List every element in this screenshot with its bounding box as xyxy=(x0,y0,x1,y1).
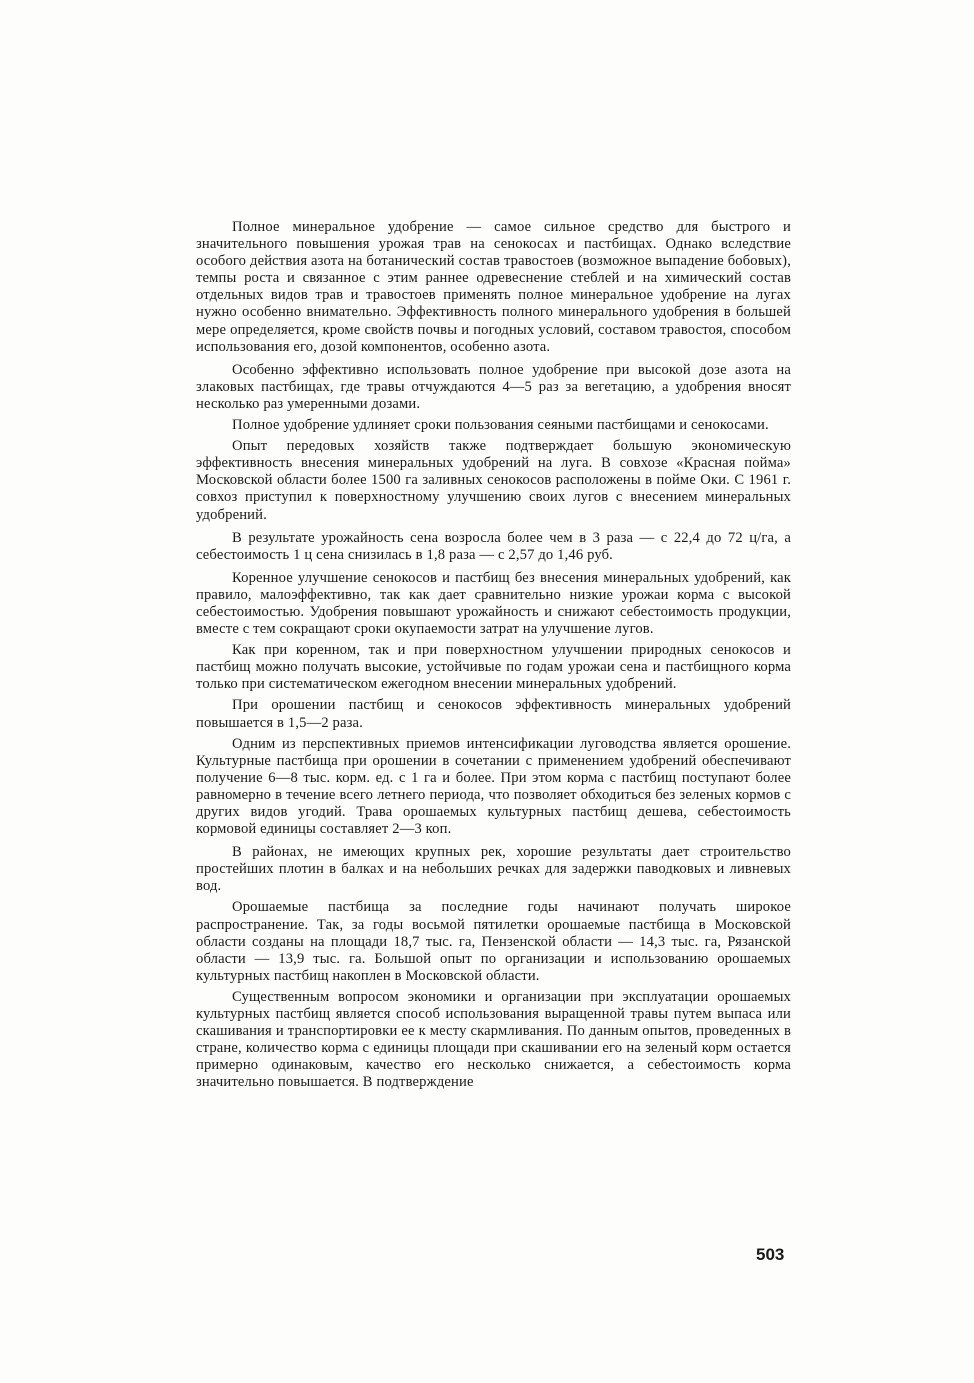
paragraph: Полное минеральное удобрение — самое сильное средство для быстрого и значительного повышения урожая трав на сенокосах и пастбищах. Однако вследствие особого действия азота на ботанический состав травостоев (возможное выпадение бобовых), темпы роста и связанное с этим раннее одревеснение стеблей и на химический состав отдельных видов трав и травостоев применять полное минеральное удобрение на лугах нужно особенно внимательно. Эффективность полного минерального удобрения в большей мере определяется, кроме свойств почвы и погодных условий, составом травостоя, способом использования его, дозой компонентов, особенно азота. xyxy=(196,219,791,355)
paragraph: В районах, не имеющих крупных рек, хорошие результаты дает строительство простейших плотин в балках и на небольших речках для задержки паводковых и ливневых вод. xyxy=(196,844,791,895)
paragraph: Орошаемые пастбища за последние годы начинают получать широкое распространение. Так, за годы восьмой пятилетки орошаемые пастбища в Московской области созданы на площади 18,7 тыс. га, Пензенской области — 14,3 тыс. га, Рязанской области — 13,9 тыс. га. Большой опыт по организации и использованию орошаемых культурных пастбищ накоплен в Московской области. xyxy=(196,899,791,984)
paragraph: Существенным вопросом экономики и организации при эксплуатации орошаемых культурных пастбищ является способ использования выращенной травы путем выпаса или скашивания и транспортировки ее к месту скармливания. По данным опытов, проведенных в стране, количество корма с единицы площади при скашивании его на зеленый корм остается примерно одинаковым, качество его несколько снижается, а себестоимость корма значительно повышается. В подтверждение xyxy=(196,988,791,1091)
paragraph: Полное удобрение удлиняет сроки пользования сеяными пастбищами и сенокосами. xyxy=(232,417,769,434)
paragraph: Опыт передовых хозяйств также подтверждает большую экономическую эффективность внесения минеральных удобрений на луга. В совхозе «Красная пойма» Московской области более 1500 га заливных сенокосов расположены в пойме Оки. С 1961 г. совхоз приступил к поверхностному улучшению своих лугов с внесением минеральных удобрений. xyxy=(196,438,791,523)
body-text xyxy=(196,219,791,1096)
paragraph: Особенно эффективно использовать полное удобрение при высокой дозе азота на злаковых пастбищах, где травы отчуждаются 4—5 раз за вегетацию, а удобрения вносят несколько раз умеренными дозами. xyxy=(196,361,791,412)
paragraph: При орошении пастбищ и сенокосов эффективность минеральных удобрений повышается в 1,5—2 раза. xyxy=(196,697,791,731)
paragraph: Как при коренном, так и при поверхностном улучшении природных сенокосов и пастбищ можно получать высокие, устойчивые по годам урожаи сена и пастбищного корма только при систематическом ежегодном внесении минеральных удобрений. xyxy=(196,642,791,693)
page-number: 503 xyxy=(756,1245,785,1264)
paragraph: Одним из перспективных приемов интенсификации луговодства является орошение. Культурные пастбища при орошении в сочетании с применением удобрений обеспечивают получение 6—8 тыс. корм. ед. с 1 га и более. При этом корма с пастбищ поступают более равномерно в течение всего летнего периода, что позволяет обходиться без зеленых кормов с других видов угодий. Трава орошаемых культурных пастбищ дешева, себестоимость кормовой единицы составляет 2—3 коп. xyxy=(196,735,791,838)
paragraph: Коренное улучшение сенокосов и пастбищ без внесения минеральных удобрений, как правило, малоэффективно, так как дает сравнительно низкие урожаи корма с высокой себестоимостью. Удобрения повышают урожайность и снижают себестоимость продукции, вместе с тем сокращают сроки окупаемости затрат на улучшение лугов. xyxy=(196,569,791,638)
paragraph: В результате урожайность сена возросла более чем в 3 раза — с 22,4 до 72 ц/га, а себестоимость 1 ц сена снизилась в 1,8 раза — с 2,57 до 1,46 руб. xyxy=(196,529,791,563)
